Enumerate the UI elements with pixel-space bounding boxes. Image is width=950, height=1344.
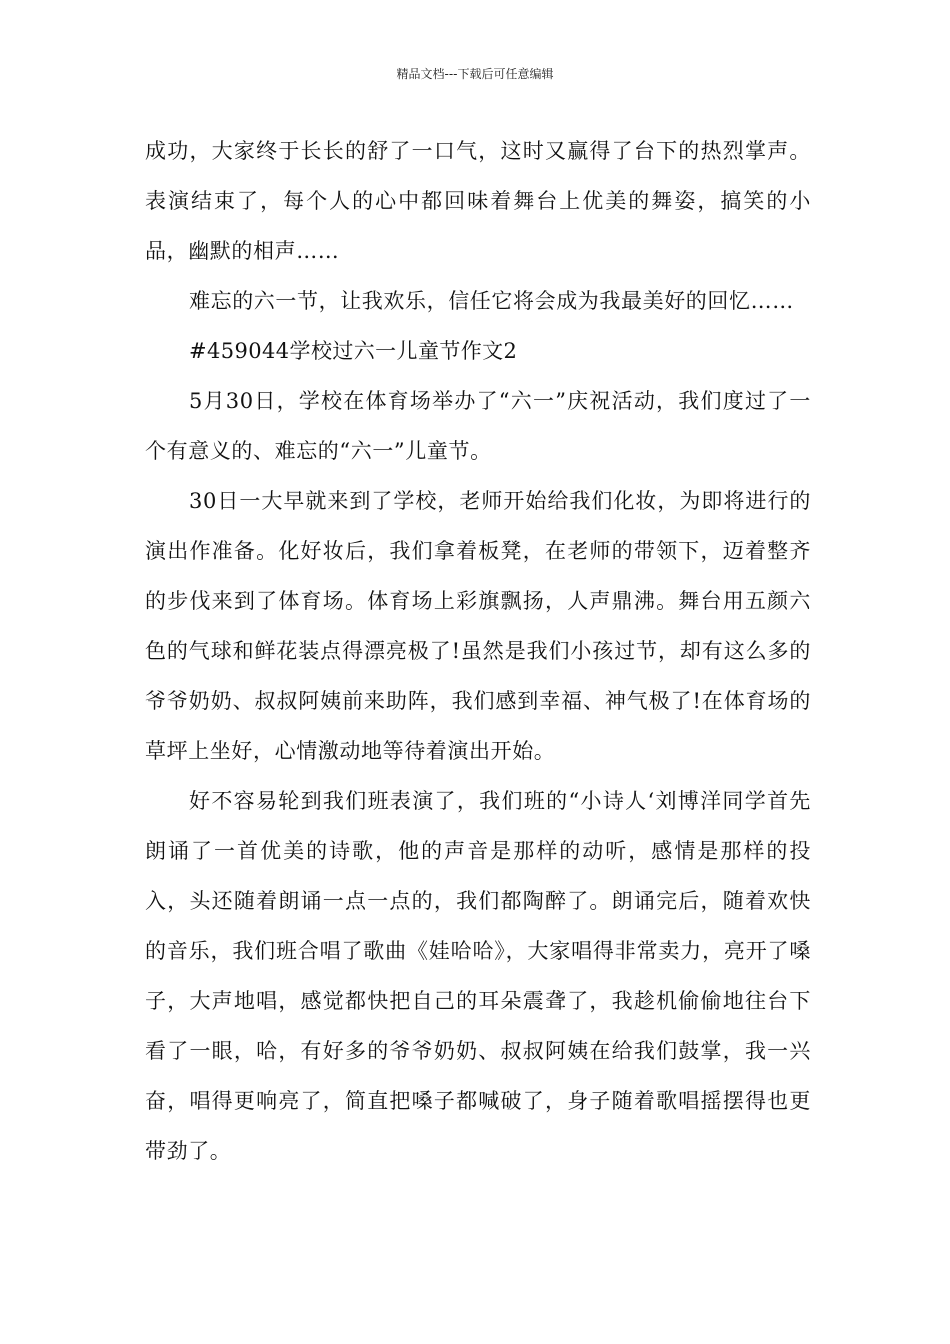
page-header: 精品文档---下载后可任意编辑 xyxy=(396,67,554,81)
paragraph-intro: 5月30日，学校在体育场举办了“六一”庆祝活动，我们度过了一个有意义的、难忘的“六一”儿童节。 xyxy=(145,389,811,463)
paragraph-continuation: 成功，大家终于长长的舒了一口气，这时又赢得了台下的热烈掌声。表演结束了，每个人的心中都回味着舞台上优美的舞姿，搞笑的小品，幽默的相声…… xyxy=(145,139,811,263)
document-body xyxy=(145,126,811,1176)
paragraph-performance: 好不容易轮到我们班表演了，我们班的“小诗人‘刘博洋同学首先朗诵了一首优美的诗歌，他的声音是那样的动听，感情是那样的投入，头还随着朗诵一点一点的，我们都陶醉了。朗诵完后，随着欢快的音乐，我们班合唱了歌曲《娃哈哈》，大家唱得非常卖力，亮开了嗓子，大声地唱，感觉都快把自己的耳朵震聋了，我趁机偷偷地往台下看了一眼，哈，有好多的爷爷奶奶、叔叔阿姨在给我们鼓掌，我一兴奋，唱得更响亮了，简直把嗓子都喊破了，身子随着歌唱摇摆得也更带劲了。 xyxy=(145,789,811,1163)
paragraph-morning: 30日一大早就来到了学校，老师开始给我们化妆，为即将进行的演出作准备。化好妆后，我们拿着板凳，在老师的带领下，迈着整齐的步伐来到了体育场。体育场上彩旗飘扬，人声鼎沸。舞台用五颜六色的气球和鲜花装点得漂亮极了!虽然是我们小孩过节，却有这么多的爷爷奶奶、叔叔阿姨前来助阵，我们感到幸福、神气极了!在体育场的草坪上坐好，心情激动地等待着演出开始。 xyxy=(145,489,811,763)
essay-heading: #459044学校过六一儿童节作文2 xyxy=(189,339,518,363)
paragraph-conclusion: 难忘的六一节，让我欢乐，信任它将会成为我最美好的回忆…… xyxy=(189,289,794,313)
